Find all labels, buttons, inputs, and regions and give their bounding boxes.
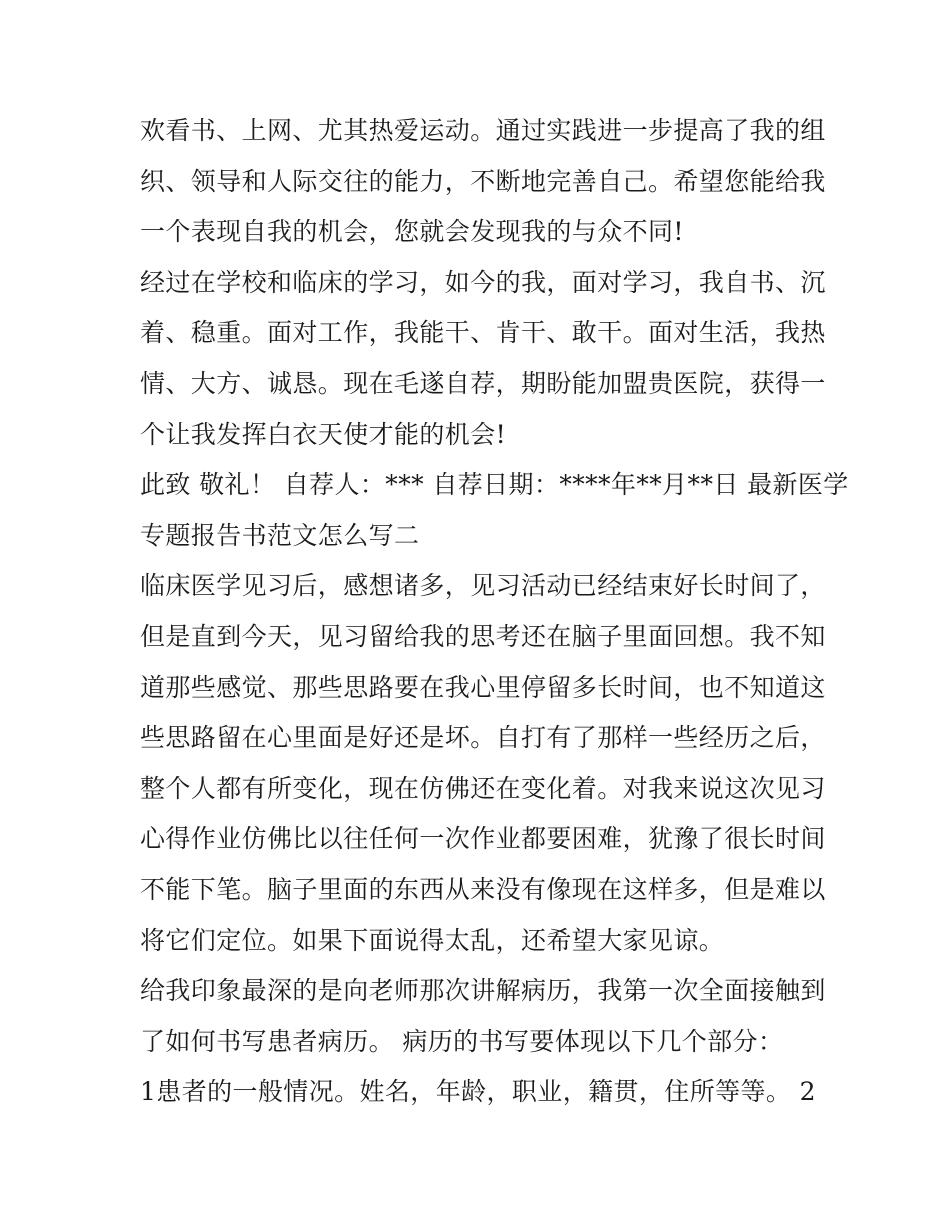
text-line: 些思路留在心里面是好还是坏。自打有了那样一些经历之后， bbox=[140, 723, 826, 753]
text-line: 1患者的一般情况。姓名，年龄，职业，籍贯，住所等等。 2 bbox=[140, 1077, 816, 1107]
body-text bbox=[140, 106, 849, 1118]
text-line: 但是直到今天，见习留给我的思考还在脑子里面回想。我不知 bbox=[140, 621, 826, 651]
text-line: 整个人都有所变化，现在仿佛还在变化着。对我来说这次见习 bbox=[140, 773, 826, 803]
text-line: 道那些感觉、那些思路要在我心里停留多长时间，也不知道这 bbox=[140, 672, 826, 702]
text-line: 一个表现自我的机会，您就会发现我的与众不同! bbox=[140, 217, 684, 247]
text-line: 心得作业仿佛比以往任何一次作业都要困难，犹豫了很长时间 bbox=[140, 824, 826, 854]
text-line: 将它们定位。如果下面说得太乱，还希望大家见谅。 bbox=[140, 925, 725, 955]
text-line: 专题报告书范文怎么写二 bbox=[140, 520, 420, 550]
text-line: 着、稳重。面对工作，我能干、肯干、敢干。面对生活，我热 bbox=[140, 318, 826, 348]
text-line: 临床医学见习后，感想诸多，见习活动已经结束好长时间了， bbox=[140, 571, 826, 601]
text-line: 欢看书、上网、尤其热爱运动。通过实践进一步提高了我的组 bbox=[140, 116, 826, 145]
text-line: 此致 敬礼！ 自荐人：*** 自荐日期：****年**月**日 最新医学 bbox=[140, 470, 849, 500]
text-line: 给我印象最深的是向老师那次讲解病历，我第一次全面接触到 bbox=[140, 976, 826, 1006]
text-line: 个让我发挥白衣天使才能的机会! bbox=[140, 419, 507, 449]
text-line: 了如何书写患者病历。 病历的书写要体现以下几个部分： bbox=[140, 1026, 784, 1056]
text-line: 织、领导和人际交往的能力，不断地完善自己。希望您能给我 bbox=[140, 166, 826, 196]
text-line: 经过在学校和临床的学习，如今的我，面对学习，我自书、沉 bbox=[140, 267, 826, 297]
text-line: 不能下笔。脑子里面的东西从来没有像现在这样多，但是难以 bbox=[140, 874, 826, 904]
text-line: 情、大方、诚恳。现在毛遂自荐，期盼能加盟贵医院，获得一 bbox=[140, 368, 826, 398]
